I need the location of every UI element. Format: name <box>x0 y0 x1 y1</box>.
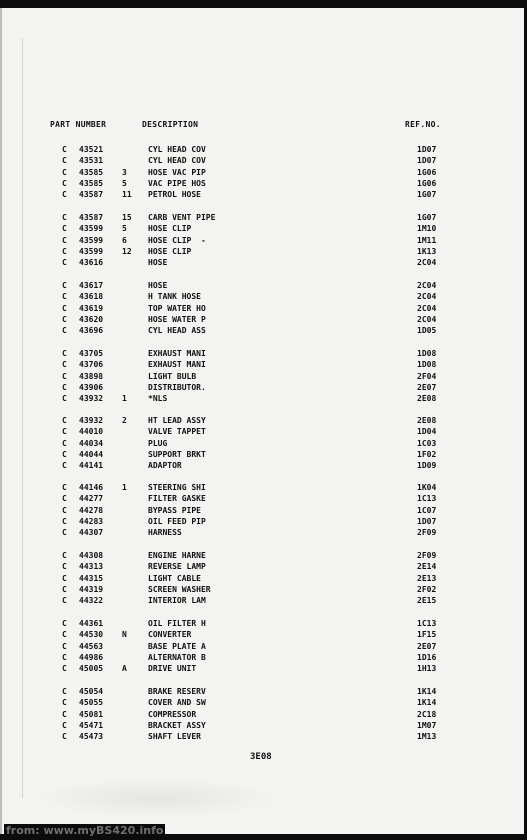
part-ref-no: 1M13 <box>417 732 437 742</box>
part-number: 45473 <box>79 732 104 742</box>
part-ref-no: 2E13 <box>417 573 437 583</box>
part-prefix: C <box>62 314 67 324</box>
part-description: VALVE TAPPET <box>148 427 206 437</box>
part-row <box>2 641 524 652</box>
part-prefix: C <box>62 562 67 572</box>
part-description: CONVERTER <box>148 630 192 640</box>
part-number: 44986 <box>79 652 104 662</box>
part-row <box>2 359 524 370</box>
part-prefix: C <box>62 427 67 437</box>
page-number: 3E08 <box>250 752 272 762</box>
part-row <box>2 223 524 234</box>
part-row <box>2 167 524 178</box>
part-description: COVER AND SW <box>148 698 206 708</box>
part-prefix: C <box>62 438 67 448</box>
part-number: 44277 <box>79 494 104 504</box>
part-row <box>2 426 524 437</box>
part-row <box>2 382 524 393</box>
part-ref-no: 1G07 <box>417 190 437 200</box>
part-ref-no: 1D08 <box>417 349 437 358</box>
part-ref-no: 1K04 <box>417 483 437 492</box>
part-prefix: C <box>62 303 67 313</box>
part-ref-no: 2C04 <box>417 258 437 268</box>
part-description: HOSE CLIP - <box>148 235 206 245</box>
part-row <box>2 629 524 640</box>
part-row <box>2 686 524 697</box>
part-prefix: C <box>62 449 67 459</box>
part-ref-no: 2C04 <box>417 314 437 324</box>
part-description: ADAPTOR <box>148 461 182 471</box>
part-prefix: C <box>62 664 67 674</box>
part-row <box>2 720 524 731</box>
part-prefix: C <box>62 213 67 222</box>
part-number: 44044 <box>79 449 104 459</box>
part-description: LIGHT CABLE <box>148 573 201 583</box>
part-prefix: C <box>62 349 67 358</box>
part-row <box>2 505 524 516</box>
part-ref-no: 2E14 <box>417 562 437 572</box>
part-description: COMPRESSOR <box>148 709 197 719</box>
faded-print-smudge <box>32 778 282 818</box>
part-prefix: C <box>62 494 67 504</box>
part-suffix: 12 <box>122 246 132 256</box>
part-prefix: C <box>62 461 67 471</box>
part-ref-no: 1F02 <box>417 449 437 459</box>
part-prefix: C <box>62 258 67 268</box>
part-ref-no: 1K14 <box>417 687 437 696</box>
part-description: HT LEAD ASSY <box>148 416 206 425</box>
part-row <box>2 144 524 155</box>
part-prefix: C <box>62 246 67 256</box>
part-prefix: C <box>62 698 67 708</box>
part-description: SUPPORT BRKT <box>148 449 206 459</box>
part-number-header: PART NUMBER <box>50 120 107 129</box>
part-number: 43932 <box>79 394 104 404</box>
part-description: BASE PLATE A <box>148 641 206 651</box>
part-prefix: C <box>62 516 67 526</box>
part-number: 43585 <box>79 167 104 177</box>
part-row <box>2 618 524 629</box>
part-ref-no: 2E08 <box>417 394 437 404</box>
part-description: REVERSE LAMP <box>148 562 206 572</box>
part-prefix: C <box>62 178 67 188</box>
part-number: 44307 <box>79 528 104 538</box>
part-description: HARNESS <box>148 528 182 538</box>
part-ref-no: 1C13 <box>417 619 437 628</box>
part-row <box>2 178 524 189</box>
part-suffix: 5 <box>122 224 127 234</box>
part-number: 44319 <box>79 584 104 594</box>
part-suffix: 6 <box>122 235 127 245</box>
part-description: BRAKE RESERV <box>148 687 206 696</box>
part-prefix: C <box>62 596 67 606</box>
part-row <box>2 595 524 606</box>
part-number: 44283 <box>79 516 104 526</box>
part-row <box>2 280 524 291</box>
part-prefix: C <box>62 224 67 234</box>
part-number: 43696 <box>79 326 104 336</box>
part-prefix: C <box>62 630 67 640</box>
part-description: HOSE WATER P <box>148 314 206 324</box>
part-description: CYL HEAD ASS <box>148 326 206 336</box>
part-ref-no: 1K13 <box>417 246 437 256</box>
part-ref-no: 2E07 <box>417 382 437 392</box>
part-description: HOSE VAC PIP <box>148 167 206 177</box>
part-ref-no: 1D07 <box>417 145 437 154</box>
part-ref-no: 1F15 <box>417 630 437 640</box>
part-description: PLUG <box>148 438 168 448</box>
part-number: 43585 <box>79 178 104 188</box>
part-ref-no: 1C03 <box>417 438 437 448</box>
part-number: 44278 <box>79 505 104 515</box>
part-prefix: C <box>62 619 67 628</box>
part-description: PETROL HOSE <box>148 190 201 200</box>
part-number: 43587 <box>79 213 104 222</box>
part-ref-no: 1G07 <box>417 213 437 222</box>
part-row <box>2 516 524 527</box>
part-prefix: C <box>62 528 67 538</box>
part-ref-no: 2E07 <box>417 641 437 651</box>
part-ref-no: 1D09 <box>417 461 437 471</box>
part-suffix: 1 <box>122 394 127 404</box>
part-prefix: C <box>62 687 67 696</box>
part-description: HOSE CLIP <box>148 246 192 256</box>
part-ref-no: 2E15 <box>417 596 437 606</box>
part-description: *NLS <box>148 394 168 404</box>
part-prefix: C <box>62 720 67 730</box>
part-row <box>2 291 524 302</box>
part-number: 43619 <box>79 303 104 313</box>
part-suffix: A <box>122 664 127 674</box>
part-description: HOSE <box>148 281 168 290</box>
part-row <box>2 697 524 708</box>
part-ref-no: 2F09 <box>417 551 437 560</box>
part-description: SHAFT LEVER <box>148 732 201 742</box>
part-prefix: C <box>62 292 67 302</box>
part-row <box>2 584 524 595</box>
part-number: 44322 <box>79 596 104 606</box>
part-ref-no: 1D04 <box>417 427 437 437</box>
part-prefix: C <box>62 235 67 245</box>
part-number: 44563 <box>79 641 104 651</box>
part-prefix: C <box>62 652 67 662</box>
part-row <box>2 212 524 223</box>
part-description: ENGINE HARNE <box>148 551 206 560</box>
part-row <box>2 573 524 584</box>
part-prefix: C <box>62 190 67 200</box>
part-number: 43587 <box>79 190 104 200</box>
part-suffix: 3 <box>122 167 127 177</box>
part-number: 43620 <box>79 314 104 324</box>
part-ref-no: 2C18 <box>417 709 437 719</box>
part-ref-no: 2F09 <box>417 528 437 538</box>
part-row <box>2 527 524 538</box>
part-row <box>2 257 524 268</box>
part-number: 43616 <box>79 258 104 268</box>
part-row <box>2 303 524 314</box>
part-prefix: C <box>62 551 67 560</box>
part-number: 43521 <box>79 145 104 154</box>
part-row <box>2 348 524 359</box>
part-prefix: C <box>62 505 67 515</box>
part-prefix: C <box>62 483 67 492</box>
part-prefix: C <box>62 732 67 742</box>
part-description: STEERING SHI <box>148 483 206 492</box>
part-ref-no: 1M07 <box>417 720 437 730</box>
part-row <box>2 493 524 504</box>
part-description: H TANK HOSE <box>148 292 201 302</box>
part-number: 44313 <box>79 562 104 572</box>
part-ref-no: 2C04 <box>417 292 437 302</box>
part-prefix: C <box>62 573 67 583</box>
part-number: 43599 <box>79 235 104 245</box>
part-description: LIGHT BULB <box>148 371 197 381</box>
part-number: 43599 <box>79 224 104 234</box>
part-row <box>2 155 524 166</box>
part-row <box>2 652 524 663</box>
part-ref-no: 1G06 <box>417 178 437 188</box>
part-prefix: C <box>62 281 67 290</box>
part-suffix: 1 <box>122 483 127 492</box>
part-number: 44010 <box>79 427 104 437</box>
part-description: EXHAUST MANI <box>148 360 206 370</box>
part-prefix: C <box>62 371 67 381</box>
part-ref-no: 1K14 <box>417 698 437 708</box>
part-number: 43531 <box>79 156 104 166</box>
part-number: 43599 <box>79 246 104 256</box>
part-description: SCREEN WASHER <box>148 584 211 594</box>
part-row <box>2 393 524 404</box>
part-row <box>2 438 524 449</box>
part-description: HOSE CLIP <box>148 224 192 234</box>
part-suffix: 5 <box>122 178 127 188</box>
part-row <box>2 415 524 426</box>
part-number: 43706 <box>79 360 104 370</box>
part-ref-no: 1G06 <box>417 167 437 177</box>
part-ref-no: 1M11 <box>417 235 437 245</box>
part-suffix: N <box>122 630 127 640</box>
part-description: OIL FILTER H <box>148 619 206 628</box>
part-description: HOSE <box>148 258 168 268</box>
part-number: 43705 <box>79 349 104 358</box>
part-number: 43618 <box>79 292 104 302</box>
part-description: CARB VENT PIPE <box>148 213 216 222</box>
part-description: FILTER GASKE <box>148 494 206 504</box>
part-description: DISTRIBUTOR. <box>148 382 206 392</box>
part-number: 44146 <box>79 483 104 492</box>
part-row <box>2 663 524 674</box>
part-row <box>2 731 524 742</box>
part-row <box>2 314 524 325</box>
part-ref-no: 2F04 <box>417 371 437 381</box>
part-prefix: C <box>62 145 67 154</box>
part-prefix: C <box>62 416 67 425</box>
part-description: ALTERNATOR B <box>148 652 206 662</box>
part-row <box>2 482 524 493</box>
part-ref-no: 2E08 <box>417 416 437 425</box>
part-suffix: 2 <box>122 416 127 425</box>
part-description: TOP WATER HO <box>148 303 206 313</box>
part-number: 43898 <box>79 371 104 381</box>
part-suffix: 15 <box>122 213 132 222</box>
part-ref-no: 1H13 <box>417 664 437 674</box>
part-number: 45054 <box>79 687 104 696</box>
part-row <box>2 550 524 561</box>
part-ref-no: 2C04 <box>417 281 437 290</box>
part-row <box>2 189 524 200</box>
part-prefix: C <box>62 394 67 404</box>
part-ref-no: 1C13 <box>417 494 437 504</box>
part-description: VAC PIPE HOS <box>148 178 206 188</box>
part-prefix: C <box>62 584 67 594</box>
part-number: 45081 <box>79 709 104 719</box>
part-row <box>2 460 524 471</box>
part-prefix: C <box>62 156 67 166</box>
part-prefix: C <box>62 382 67 392</box>
part-description: DRIVE UNIT <box>148 664 197 674</box>
part-number: 44315 <box>79 573 104 583</box>
part-row <box>2 325 524 336</box>
part-description: BYPASS PIPE <box>148 505 201 515</box>
part-ref-no: 1D07 <box>417 516 437 526</box>
part-prefix: C <box>62 709 67 719</box>
part-ref-no: 1D08 <box>417 360 437 370</box>
part-ref-no: 1D16 <box>417 652 437 662</box>
part-number: 44308 <box>79 551 104 560</box>
description-header: DESCRIPTION <box>142 120 199 129</box>
part-number: 45471 <box>79 720 104 730</box>
part-description: BRACKET ASSY <box>148 720 206 730</box>
part-number: 44141 <box>79 461 104 471</box>
part-prefix: C <box>62 641 67 651</box>
ref-no-header: REF.NO. <box>405 120 441 129</box>
source-footer: from: www.myBS420.info <box>6 824 164 837</box>
part-number: 45055 <box>79 698 104 708</box>
part-row <box>2 561 524 572</box>
part-prefix: C <box>62 167 67 177</box>
part-ref-no: 1C07 <box>417 505 437 515</box>
part-ref-no: 1D05 <box>417 326 437 336</box>
part-row <box>2 709 524 720</box>
fiche-page <box>0 8 524 834</box>
part-row <box>2 371 524 382</box>
part-number: 44361 <box>79 619 104 628</box>
part-number: 44530 <box>79 630 104 640</box>
part-row <box>2 246 524 257</box>
part-number: 43906 <box>79 382 104 392</box>
part-description: EXHAUST MANI <box>148 349 206 358</box>
part-prefix: C <box>62 360 67 370</box>
part-row <box>2 235 524 246</box>
part-description: OIL FEED PIP <box>148 516 206 526</box>
part-ref-no: 1M10 <box>417 224 437 234</box>
part-number: 44034 <box>79 438 104 448</box>
part-ref-no: 2C04 <box>417 303 437 313</box>
part-number: 43617 <box>79 281 104 290</box>
part-prefix: C <box>62 326 67 336</box>
part-description: INTERIOR LAM <box>148 596 206 606</box>
part-number: 45005 <box>79 664 104 674</box>
part-row <box>2 449 524 460</box>
part-suffix: 11 <box>122 190 132 200</box>
part-description: CYL HEAD COV <box>148 145 206 154</box>
part-number: 43932 <box>79 416 104 425</box>
part-ref-no: 2F02 <box>417 584 437 594</box>
part-ref-no: 1D07 <box>417 156 437 166</box>
part-description: CYL HEAD COV <box>148 156 206 166</box>
